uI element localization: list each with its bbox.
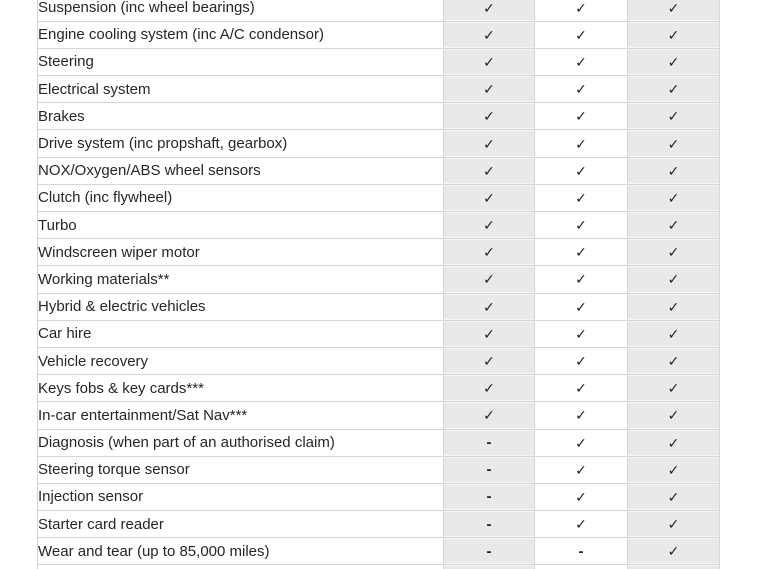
- coverage-mark: ✓: [483, 298, 495, 315]
- plan2-mark-cell: [535, 103, 628, 130]
- coverage-table: [37, 0, 720, 569]
- coverage-mark: ✓: [575, 434, 587, 451]
- feature-label: Hybrid & electric vehicles: [38, 293, 444, 320]
- plan2-mark-cell: [535, 48, 628, 75]
- table-row: [38, 456, 720, 483]
- plan3-mark-cell: [628, 76, 720, 103]
- coverage-mark: ✓: [667, 353, 680, 370]
- coverage-mark: ✓: [483, 53, 495, 70]
- plan1-mark-cell: [444, 402, 535, 429]
- coverage-mark: ✓: [667, 26, 680, 43]
- plan2-mark-cell: [535, 429, 628, 456]
- plan3-mark-cell: [628, 375, 720, 402]
- coverage-mark: ✓: [575, 271, 587, 288]
- plan2-mark-cell: [535, 483, 628, 510]
- plan2-mark-cell: [535, 320, 628, 347]
- plan3-mark-cell: [628, 565, 720, 569]
- coverage-mark: -: [486, 488, 492, 506]
- plan2-mark-cell: [535, 76, 628, 103]
- coverage-mark: ✓: [483, 162, 495, 179]
- coverage-mark: ✓: [575, 298, 587, 315]
- plan2-mark-cell: [535, 157, 628, 184]
- plan3-mark-cell: [628, 21, 720, 48]
- table-row: [38, 375, 720, 402]
- plan1-mark-cell: [444, 483, 535, 510]
- plan3-mark-cell: [628, 511, 720, 538]
- feature-label: Diagnosis (when part of an authorised claim): [38, 429, 444, 456]
- table-row: [38, 130, 720, 157]
- plan2-mark-cell: [535, 184, 628, 211]
- plan2-mark-cell: [535, 347, 628, 374]
- feature-label: Steering: [38, 48, 444, 75]
- coverage-mark: ✓: [483, 271, 495, 288]
- table-row: [38, 239, 720, 266]
- feature-label: Injection sensor: [38, 483, 444, 510]
- coverage-mark: ✓: [667, 217, 680, 234]
- coverage-mark: ✓: [575, 189, 587, 206]
- feature-label: Starter card reader: [38, 511, 444, 538]
- coverage-mark: -: [486, 461, 492, 479]
- plan1-mark-cell: [444, 347, 535, 374]
- coverage-mark: ✓: [575, 135, 587, 152]
- coverage-mark: ✓: [667, 461, 680, 478]
- plan2-mark-cell: [535, 565, 628, 569]
- plan3-mark-cell: [628, 103, 720, 130]
- coverage-mark: -: [486, 542, 492, 560]
- table-row: [38, 21, 720, 48]
- coverage-mark: ✓: [667, 298, 680, 315]
- coverage-mark: -: [578, 542, 584, 560]
- plan3-mark-cell: [628, 456, 720, 483]
- coverage-mark: ✓: [667, 516, 680, 533]
- coverage-mark: ✓: [575, 461, 587, 478]
- coverage-mark: ✓: [575, 0, 587, 16]
- coverage-mark: ✓: [667, 488, 680, 505]
- plan2-mark-cell: [535, 0, 628, 21]
- plan1-mark-cell: [444, 0, 535, 21]
- table-row: [38, 483, 720, 510]
- coverage-mark: ✓: [667, 0, 680, 16]
- plan2-mark-cell: [535, 402, 628, 429]
- plan3-mark-cell: [628, 320, 720, 347]
- plan1-mark-cell: [444, 375, 535, 402]
- table-row: [38, 157, 720, 184]
- feature-label: Electrical system: [38, 76, 444, 103]
- coverage-mark: ✓: [575, 353, 587, 370]
- feature-label: Wear and tear (up to 85,000 miles): [38, 538, 444, 565]
- feature-label: Steering torque sensor: [38, 456, 444, 483]
- table-row: [38, 293, 720, 320]
- plan3-mark-cell: [628, 483, 720, 510]
- table-row: [38, 320, 720, 347]
- table-row: [38, 347, 720, 374]
- coverage-mark: ✓: [667, 434, 680, 451]
- plan1-mark-cell: [444, 76, 535, 103]
- table-row: [38, 429, 720, 456]
- coverage-mark: ✓: [575, 26, 587, 43]
- plan3-mark-cell: [628, 130, 720, 157]
- coverage-mark: ✓: [483, 244, 495, 261]
- plan2-mark-cell: [535, 239, 628, 266]
- table-row: [38, 76, 720, 103]
- coverage-mark: ✓: [575, 162, 587, 179]
- plan3-mark-cell: [628, 266, 720, 293]
- plan2-mark-cell: [535, 212, 628, 239]
- feature-label: Working materials**: [38, 266, 444, 293]
- table-row: [38, 212, 720, 239]
- plan3-mark-cell: [628, 429, 720, 456]
- coverage-mark: ✓: [667, 325, 680, 342]
- plan3-mark-cell: [628, 293, 720, 320]
- coverage-mark: ✓: [575, 108, 587, 125]
- plan3-mark-cell: [628, 48, 720, 75]
- feature-label: Keys fobs & key cards***: [38, 375, 444, 402]
- plan2-mark-cell: [535, 538, 628, 565]
- table-row: [38, 266, 720, 293]
- coverage-mark: ✓: [575, 244, 587, 261]
- coverage-mark: ✓: [667, 407, 680, 424]
- table-row: [38, 538, 720, 565]
- table-row: [38, 0, 720, 21]
- table-row-partial: [38, 565, 720, 569]
- coverage-mark: ✓: [575, 325, 587, 342]
- plan1-mark-cell: [444, 103, 535, 130]
- plan1-mark-cell: [444, 320, 535, 347]
- feature-label: Brakes: [38, 103, 444, 130]
- plan1-mark-cell: [444, 130, 535, 157]
- plan3-mark-cell: [628, 402, 720, 429]
- plan2-mark-cell: [535, 266, 628, 293]
- feature-label: Engine cooling system (inc A/C condensor): [38, 21, 444, 48]
- plan1-mark-cell: [444, 429, 535, 456]
- plan1-mark-cell: [444, 293, 535, 320]
- plan1-mark-cell: [444, 266, 535, 293]
- plan2-mark-cell: [535, 21, 628, 48]
- coverage-mark: ✓: [575, 407, 587, 424]
- coverage-mark: ✓: [575, 488, 587, 505]
- coverage-mark: ✓: [483, 0, 495, 16]
- coverage-mark: ✓: [483, 189, 495, 206]
- plan1-mark-cell: [444, 511, 535, 538]
- coverage-mark: ✓: [483, 353, 495, 370]
- table-row: [38, 402, 720, 429]
- table-row: [38, 184, 720, 211]
- plan1-mark-cell: [444, 184, 535, 211]
- plan3-mark-cell: [628, 239, 720, 266]
- table-row: [38, 511, 720, 538]
- coverage-mark: ✓: [483, 380, 495, 397]
- plan2-mark-cell: [535, 375, 628, 402]
- feature-label: Windscreen wiper motor: [38, 239, 444, 266]
- plan3-mark-cell: [628, 347, 720, 374]
- feature-label: Clutch (inc flywheel): [38, 184, 444, 211]
- feature-label: Car hire: [38, 320, 444, 347]
- coverage-mark: ✓: [667, 380, 680, 397]
- plan3-mark-cell: [628, 538, 720, 565]
- coverage-mark: ✓: [483, 325, 495, 342]
- coverage-mark: ✓: [483, 407, 495, 424]
- plan1-mark-cell: [444, 239, 535, 266]
- feature-label: [38, 565, 444, 569]
- coverage-mark: ✓: [483, 217, 495, 234]
- feature-label: Suspension (inc wheel bearings): [38, 0, 444, 21]
- coverage-mark: ✓: [575, 53, 587, 70]
- coverage-mark: ✓: [667, 135, 680, 152]
- coverage-mark: -: [486, 515, 492, 533]
- coverage-mark: ✓: [483, 135, 495, 152]
- plan3-mark-cell: [628, 157, 720, 184]
- plan1-mark-cell: [444, 456, 535, 483]
- plan1-mark-cell: [444, 21, 535, 48]
- feature-label: In-car entertainment/Sat Nav***: [38, 402, 444, 429]
- coverage-mark: ✓: [667, 271, 680, 288]
- coverage-mark: ✓: [667, 189, 680, 206]
- plan1-mark-cell: [444, 157, 535, 184]
- plan2-mark-cell: [535, 293, 628, 320]
- table-row: [38, 48, 720, 75]
- plan2-mark-cell: [535, 130, 628, 157]
- coverage-mark: ✓: [575, 81, 587, 98]
- coverage-mark: ✓: [575, 380, 587, 397]
- coverage-mark: ✓: [483, 108, 495, 125]
- coverage-mark: ✓: [483, 26, 495, 43]
- plan3-mark-cell: [628, 212, 720, 239]
- plan3-mark-cell: [628, 184, 720, 211]
- feature-label: Turbo: [38, 212, 444, 239]
- table-row: [38, 103, 720, 130]
- plan1-mark-cell: [444, 565, 535, 569]
- feature-label: NOX/Oxygen/ABS wheel sensors: [38, 157, 444, 184]
- coverage-mark: ✓: [667, 543, 680, 560]
- coverage-mark: ✓: [667, 81, 680, 98]
- plan3-mark-cell: [628, 0, 720, 21]
- plan2-mark-cell: [535, 456, 628, 483]
- plan1-mark-cell: [444, 538, 535, 565]
- feature-label: Vehicle recovery: [38, 347, 444, 374]
- coverage-mark: ✓: [575, 516, 587, 533]
- coverage-mark: ✓: [667, 244, 680, 261]
- coverage-mark: ✓: [667, 108, 680, 125]
- coverage-mark: ✓: [575, 217, 587, 234]
- plan1-mark-cell: [444, 48, 535, 75]
- feature-label: Drive system (inc propshaft, gearbox): [38, 130, 444, 157]
- coverage-mark: ✓: [667, 53, 680, 70]
- plan2-mark-cell: [535, 511, 628, 538]
- coverage-table-body: [38, 0, 720, 569]
- coverage-mark: ✓: [483, 81, 495, 98]
- coverage-mark: -: [486, 434, 492, 452]
- plan1-mark-cell: [444, 212, 535, 239]
- coverage-mark: ✓: [667, 162, 680, 179]
